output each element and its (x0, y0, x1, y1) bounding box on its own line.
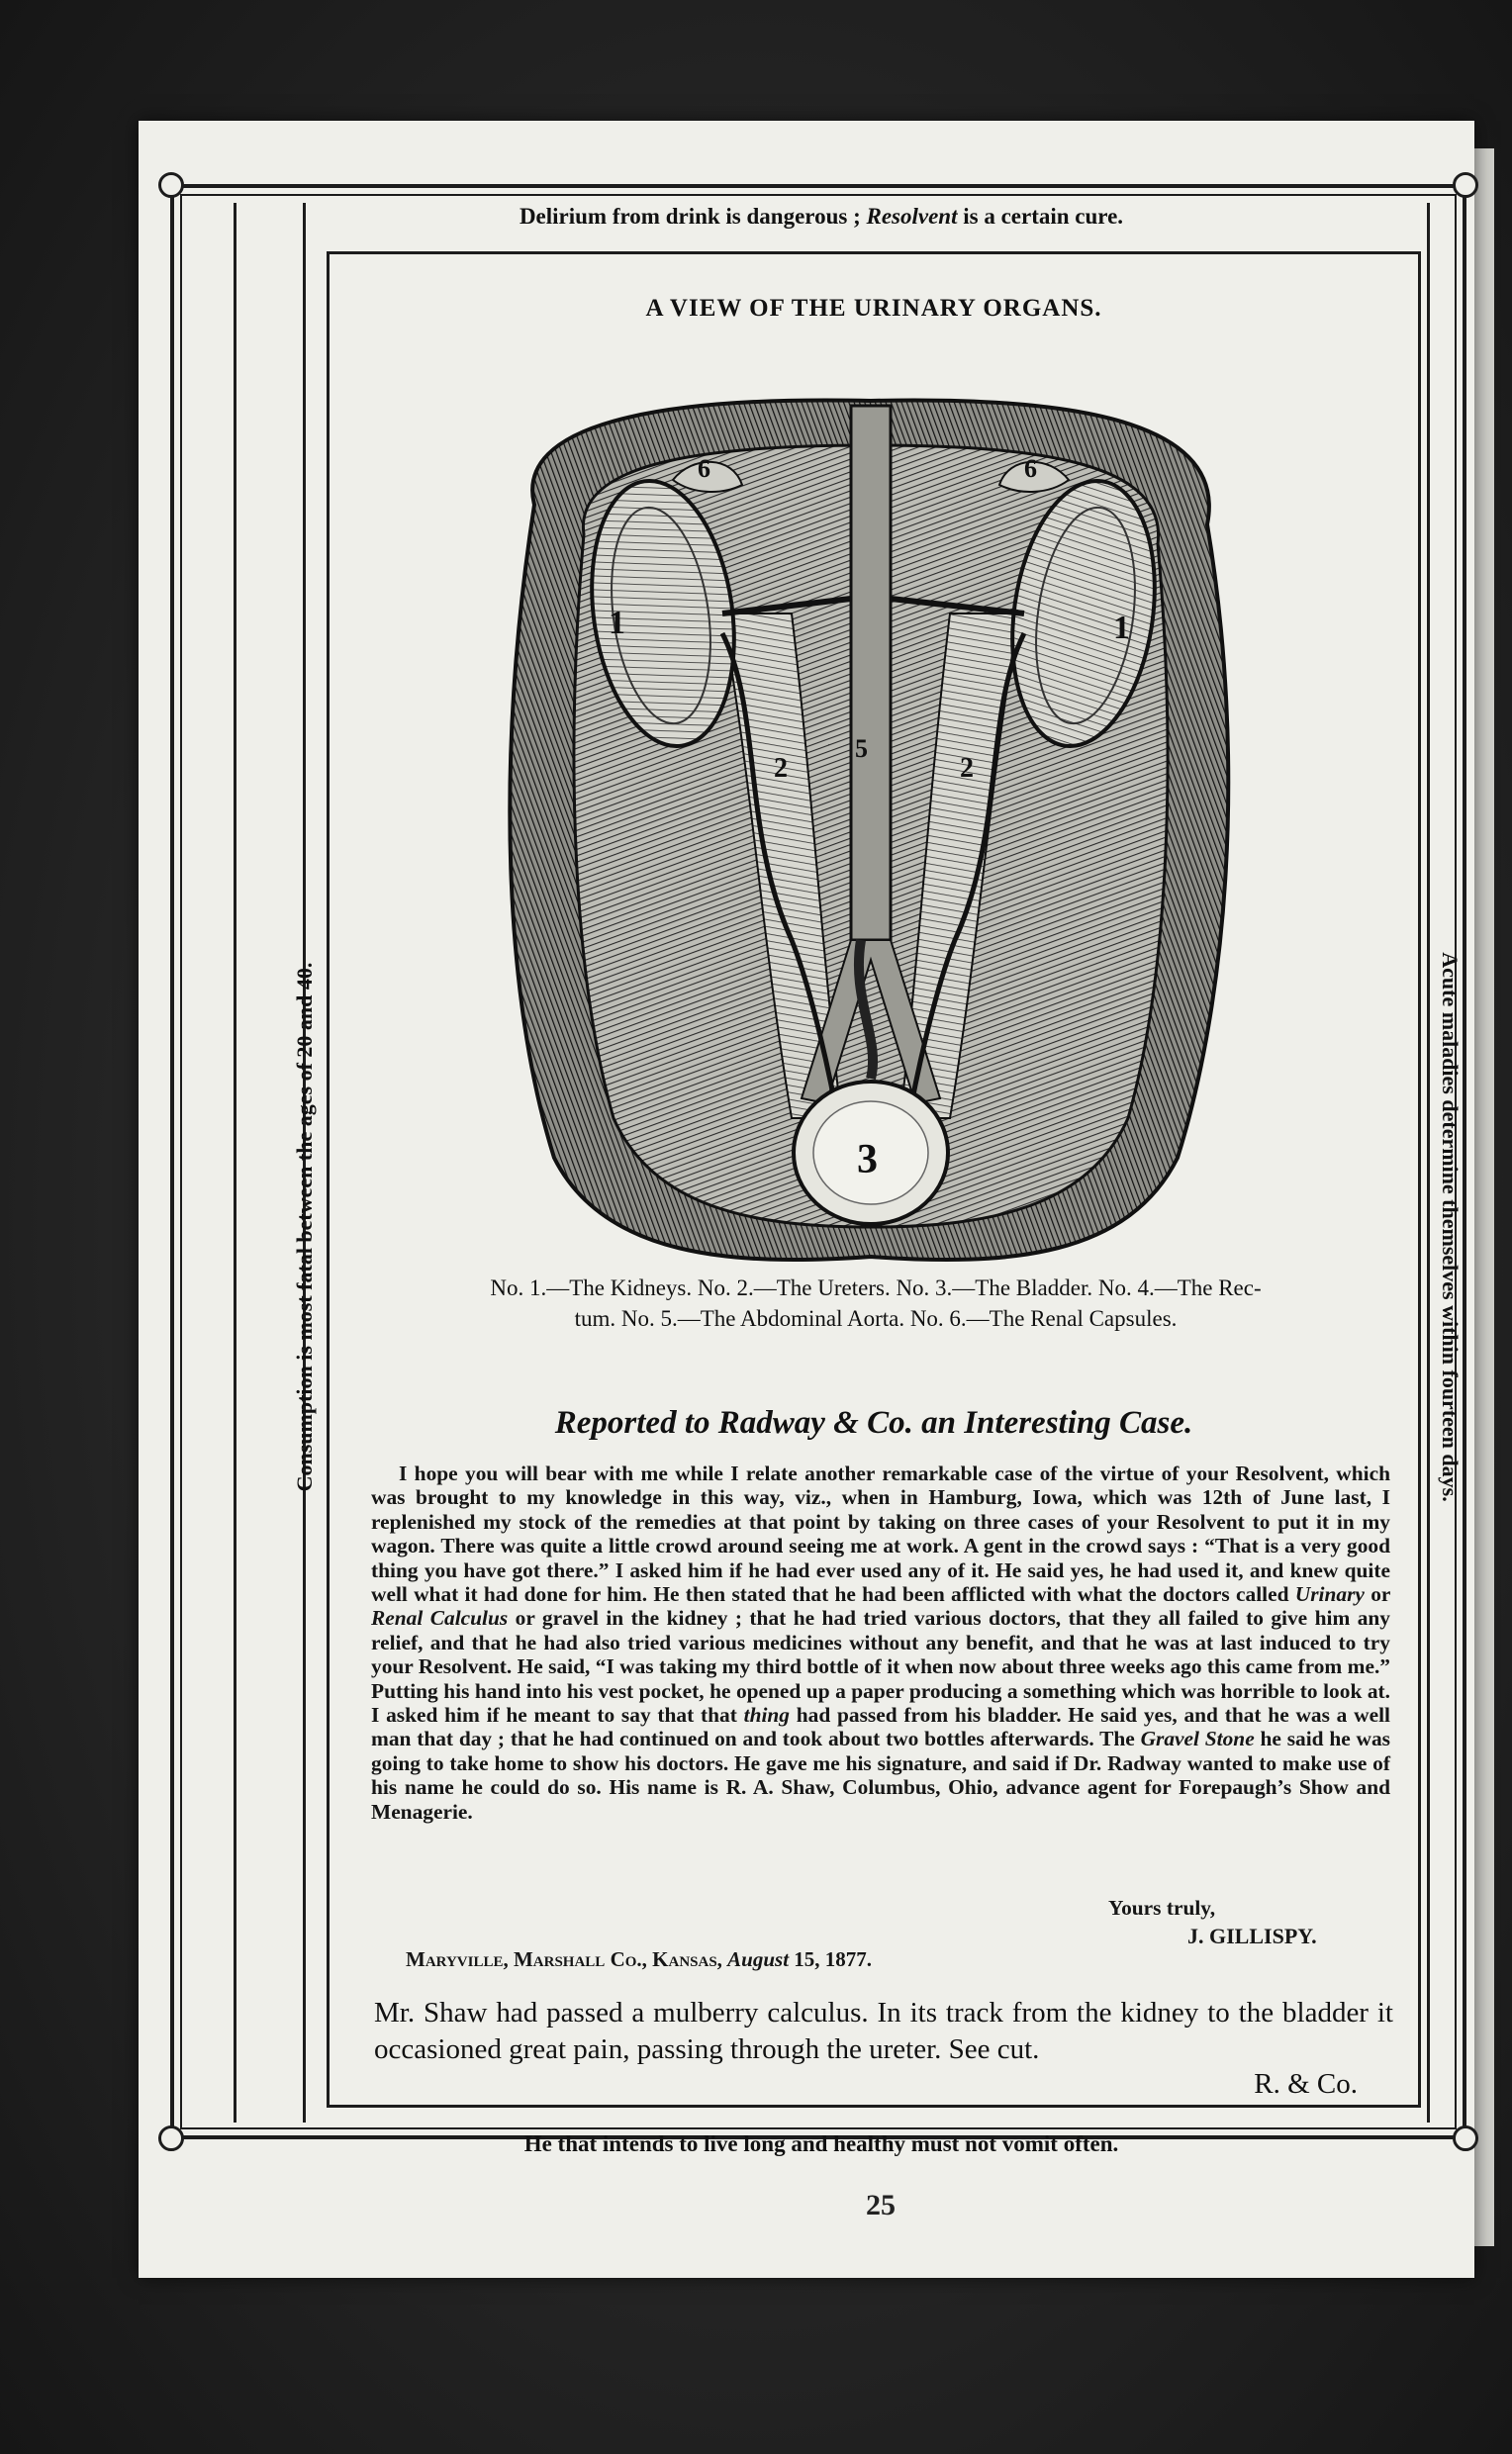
label-kidney-left: 1 (609, 605, 625, 641)
letter-signoff: Yours truly, (1108, 1896, 1216, 1920)
label-capsule-right: 6 (1024, 454, 1037, 483)
header-motto-emph: Resolvent (866, 204, 958, 229)
editor-note-signature: R. & Co. (1254, 2068, 1358, 2100)
dateline-place: Maryville, Marshall Co., Kansas, (406, 1947, 722, 1971)
figure-caption-line-1: No. 1.—The Kidneys. No. 2.—The Ureters. No. 3.—The Bladder. No. 4.—The Rec- (490, 1275, 1262, 1300)
label-ureter-right: 2 (960, 753, 974, 784)
label-capsule-left: 6 (698, 454, 710, 483)
header-motto (327, 204, 1316, 230)
figure-title: A VIEW OF THE URINARY ORGANS. (645, 295, 1102, 322)
editor-note: Mr. Shaw had passed a mulberry calculus. In its track from the kidney to the bladder it occasioned great pain, passing through the ureter. See cut. (374, 1997, 1393, 2065)
dateline-month: August (727, 1947, 790, 1971)
urinary-organs-engraving (495, 386, 1247, 1276)
label-kidney-right: 1 (1113, 610, 1130, 646)
testimonial-letter (371, 1462, 1390, 1824)
label-bladder: 3 (857, 1137, 878, 1182)
article-headline: Reported to Radway & Co. an Interesting Case. (554, 1405, 1193, 1441)
dateline-year: 15, 1877. (794, 1947, 873, 1971)
page-edge (1474, 148, 1494, 2246)
letter-signature: J. GILLISPY. (1187, 1924, 1317, 1948)
corner-ornament-bottom-left (158, 2125, 184, 2151)
corner-ornament-top-right (1453, 172, 1478, 198)
letter-text-4: he said he was going to take home to show his doctors. He gave me his signature, and said if Dr. Radway wanted to make use of his name he could do so. His name is R. A. Shaw, Columbus, Ohio, advance agent for Forepaugh’s Show and Menagerie. (371, 1727, 1391, 1824)
right-side-text: Acute maladies determine themselves within fourteen days. (1438, 952, 1463, 1502)
letter-term-gravel-stone: Gravel Stone (1140, 1727, 1255, 1751)
letter-text-1: I hope you will bear with me while I relate another remarkable case of the virtue of your Resolvent, which was brought to my knowledge in this way, viz., when in Hamburg, Iowa, which was 12th of June last, I replenished my stock of the remedies at that point by taking on three cases of your Resolvent to put it in my wagon. There was quite a little crowd around seeing me at work. A gent in the crowd says : “That is a very good thing you have got there.” I asked him if he had ever used any of it. He said yes, he had used it, and knew quite well what it had done for him. He then stated that he had been afflicted with what the doctors called (371, 1462, 1390, 1607)
letter-paragraph (371, 1462, 1390, 1824)
left-side-text: Consumption is most fatal between the ages of 20 and 40. (292, 962, 317, 1492)
letter-term-urinary: Urinary (1294, 1582, 1365, 1607)
page-number: 25 (866, 2189, 896, 2221)
left-band-rule (234, 203, 236, 2123)
label-aorta: 5 (855, 734, 868, 763)
letter-term-renal-calculus: Renal Calculus (371, 1606, 509, 1631)
corner-ornament-top-left (158, 172, 184, 198)
letter-text-3: had passed from his bladder. He said yes, and that he was a well man that day ; that he had continued on and took about two bottles afterwards. The (371, 1703, 1390, 1751)
corner-ornament-bottom-right (1453, 2125, 1478, 2151)
letter-text-2: or gravel in the kidney ; that he had tried various doctors, that they all failed to give him any relief, and that he had also tried various medicines without any benefit, and that he was at last induced to try your Resolvent. He said, “I was taking my third bottle of it when now about three weeks ago this came from me.” Putting his hand into his vest pocket, he opened up a paper producing a something which was horrible to look at. I asked him if he meant to say that that (371, 1606, 1390, 1728)
label-ureter-left: 2 (774, 753, 788, 784)
header-motto-suffix: is a certain cure. (963, 204, 1124, 229)
letter-term-thing: thing (743, 1703, 790, 1728)
header-motto-prefix: Delirium from drink is dangerous ; (519, 204, 861, 229)
letter-or: or (1370, 1582, 1390, 1607)
figure-caption (356, 1273, 1395, 1334)
footer-motto: He that intends to live long and healthy must not vomit often. (523, 2131, 1119, 2156)
letter-dateline (406, 1947, 1197, 1972)
figure-caption-line-2: tum. No. 5.—The Abdominal Aorta. No. 6.—The Renal Capsules. (574, 1306, 1178, 1331)
